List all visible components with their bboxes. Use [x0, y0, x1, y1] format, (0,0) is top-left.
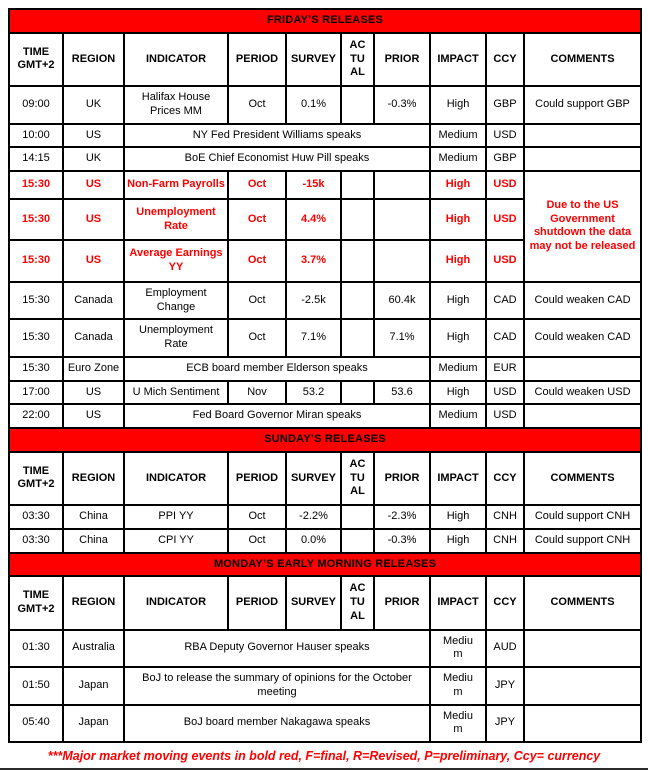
table-row — [9, 705, 641, 743]
cell-comments — [524, 124, 641, 148]
cell-comments — [524, 404, 641, 428]
cell-survey: 53.2 — [286, 381, 341, 405]
col-header-comments: COMMENTS — [524, 576, 641, 629]
col-header-comments: COMMENTS — [524, 452, 641, 505]
cell-region: Japan — [63, 705, 124, 743]
cell-time: 15:30 — [9, 282, 63, 320]
cell-ccy: USD — [486, 381, 524, 405]
cell-survey: 4.4% — [286, 199, 341, 241]
cell-impact: High — [430, 171, 486, 199]
col-header-survey: SURVEY — [286, 33, 341, 86]
cell-region: US — [63, 199, 124, 241]
cell-period: Oct — [228, 199, 286, 241]
cell-indicator: Non-Farm Payrolls — [124, 171, 228, 199]
cell-period: Oct — [228, 171, 286, 199]
cell-prior: -2.3% — [374, 505, 430, 529]
cell-period: Oct — [228, 319, 286, 357]
col-header-actual — [341, 452, 374, 505]
cell-period: Nov — [228, 381, 286, 405]
cell-prior: 7.1% — [374, 319, 430, 357]
cell-time: 15:30 — [9, 171, 63, 199]
col-header-period: PERIOD — [228, 452, 286, 505]
col-header-time: TIME GMT+2 — [9, 576, 63, 629]
cell-impact: Medium — [430, 404, 486, 428]
cell-ccy: USD — [486, 240, 524, 282]
cell-comments: Could support GBP — [524, 86, 641, 124]
table-row — [9, 86, 641, 124]
cell-survey: 3.7% — [286, 240, 341, 282]
cell-region: Canada — [63, 282, 124, 320]
section-title: SUNDAY’S RELEASES — [9, 428, 641, 452]
cell-time: 15:30 — [9, 319, 63, 357]
col-header-impact: IMPACT — [430, 576, 486, 629]
impact-label: Medium — [443, 634, 473, 661]
cell-impact: High — [430, 199, 486, 241]
col-header-ccy: CCY — [486, 452, 524, 505]
cell-region: US — [63, 171, 124, 199]
cell-region: US — [63, 381, 124, 405]
releases-table — [8, 8, 642, 743]
cell-impact: Medium — [430, 147, 486, 171]
cell-survey: -2.2% — [286, 505, 341, 529]
cell-prior — [374, 199, 430, 241]
cell-region: US — [63, 404, 124, 428]
col-header-region: REGION — [63, 33, 124, 86]
cell-survey: 0.1% — [286, 86, 341, 124]
col-header-actual-label: ACTUAL — [349, 582, 366, 622]
table-row — [9, 282, 641, 320]
cell-comments — [524, 705, 641, 743]
cell-prior: 53.6 — [374, 381, 430, 405]
cell-ccy: CAD — [486, 282, 524, 320]
impact-label: Medium — [443, 709, 473, 736]
cell-impact: High — [430, 381, 486, 405]
cell-actual — [341, 171, 374, 199]
cell-time: 09:00 — [9, 86, 63, 124]
cell-comments — [524, 357, 641, 381]
section-bar-row — [9, 9, 641, 33]
table-row — [9, 404, 641, 428]
section-title: FRIDAY’S RELEASES — [9, 9, 641, 33]
col-header-prior: PRIOR — [374, 452, 430, 505]
cell-ccy: USD — [486, 124, 524, 148]
section-bar-row — [9, 553, 641, 577]
cell-prior — [374, 171, 430, 199]
col-header-ccy: CCY — [486, 576, 524, 629]
cell-impact: High — [430, 319, 486, 357]
cell-ccy: USD — [486, 404, 524, 428]
cell-region: Canada — [63, 319, 124, 357]
col-header-actual-label: ACTUAL — [349, 38, 366, 79]
cell-event: BoJ to release the summary of opinions for the October meeting — [124, 667, 430, 705]
col-header-ccy: CCY — [486, 33, 524, 86]
col-header-region: REGION — [63, 576, 124, 629]
cell-indicator: Unemployment Rate — [124, 199, 228, 241]
cell-actual — [341, 282, 374, 320]
cell-survey: -15k — [286, 171, 341, 199]
cell-comments: Could support CNH — [524, 505, 641, 529]
cell-impact — [430, 667, 486, 705]
table-row — [9, 357, 641, 381]
cell-region: UK — [63, 86, 124, 124]
cell-event: ECB board member Elderson speaks — [124, 357, 430, 381]
cell-ccy: USD — [486, 171, 524, 199]
cell-comments — [524, 667, 641, 705]
cell-actual — [341, 381, 374, 405]
cell-ccy: AUD — [486, 630, 524, 668]
cell-prior: -0.3% — [374, 529, 430, 553]
cell-comments: Due to the US Government shutdown the data may not be released — [524, 171, 641, 282]
cell-impact: Medium — [430, 124, 486, 148]
footer-note: ***Major market moving events in bold red, F=final, R=Revised, P=preliminary, Ccy= currency — [47, 749, 601, 763]
cell-impact: High — [430, 505, 486, 529]
table-row — [9, 667, 641, 705]
cell-survey: 7.1% — [286, 319, 341, 357]
cell-comments: Could weaken CAD — [524, 319, 641, 357]
cell-ccy: EUR — [486, 357, 524, 381]
cell-period: Oct — [228, 86, 286, 124]
cell-actual — [341, 505, 374, 529]
cell-impact: High — [430, 240, 486, 282]
cell-indicator: Unemployment Rate — [124, 319, 228, 357]
cell-impact: Medium — [430, 357, 486, 381]
cell-event: Fed Board Governor Miran speaks — [124, 404, 430, 428]
col-header-time: TIME GMT+2 — [9, 33, 63, 86]
table-row — [9, 381, 641, 405]
table-row — [9, 505, 641, 529]
table-row — [9, 171, 641, 199]
cell-time: 05:40 — [9, 705, 63, 743]
col-header-indicator: INDICATOR — [124, 33, 228, 86]
cell-time: 14:15 — [9, 147, 63, 171]
cell-time: 22:00 — [9, 404, 63, 428]
cell-region: China — [63, 505, 124, 529]
cell-event: BoE Chief Economist Huw Pill speaks — [124, 147, 430, 171]
cell-region: Australia — [63, 630, 124, 668]
cell-region: China — [63, 529, 124, 553]
cell-time: 15:30 — [9, 199, 63, 241]
cell-indicator: U Mich Sentiment — [124, 381, 228, 405]
cell-impact — [430, 705, 486, 743]
cell-prior — [374, 240, 430, 282]
cell-indicator: Halifax House Prices MM — [124, 86, 228, 124]
cell-event: BoJ board member Nakagawa speaks — [124, 705, 430, 743]
col-header-impact: IMPACT — [430, 452, 486, 505]
col-header-time: TIME GMT+2 — [9, 452, 63, 505]
cell-impact — [430, 630, 486, 668]
cell-actual — [341, 319, 374, 357]
cell-ccy: USD — [486, 199, 524, 241]
cell-region: US — [63, 240, 124, 282]
cell-actual — [341, 529, 374, 553]
cell-ccy: CNH — [486, 529, 524, 553]
cell-time: 03:30 — [9, 529, 63, 553]
cell-indicator: PPI YY — [124, 505, 228, 529]
cell-ccy: JPY — [486, 667, 524, 705]
col-header-indicator: INDICATOR — [124, 452, 228, 505]
cell-ccy: JPY — [486, 705, 524, 743]
cell-comments — [524, 630, 641, 668]
col-header-period: PERIOD — [228, 33, 286, 86]
col-header-survey: SURVEY — [286, 452, 341, 505]
cell-indicator: Employment Change — [124, 282, 228, 320]
cell-prior: 60.4k — [374, 282, 430, 320]
table-row — [9, 124, 641, 148]
table-row — [9, 319, 641, 357]
cell-event: NY Fed President Williams speaks — [124, 124, 430, 148]
cell-actual — [341, 199, 374, 241]
cell-comments — [524, 147, 641, 171]
column-header-row — [9, 576, 641, 629]
cell-indicator: CPI YY — [124, 529, 228, 553]
col-header-survey: SURVEY — [286, 576, 341, 629]
cell-region: Japan — [63, 667, 124, 705]
cell-period: Oct — [228, 529, 286, 553]
cell-ccy: GBP — [486, 86, 524, 124]
cell-region: Euro Zone — [63, 357, 124, 381]
table-row — [9, 529, 641, 553]
cell-event: RBA Deputy Governor Hauser speaks — [124, 630, 430, 668]
cell-actual — [341, 240, 374, 282]
cell-actual — [341, 86, 374, 124]
cell-ccy: CNH — [486, 505, 524, 529]
cell-period: Oct — [228, 240, 286, 282]
cell-impact: High — [430, 282, 486, 320]
section-title: MONDAY’S EARLY MORNING RELEASES — [9, 553, 641, 577]
cell-comments: Could support CNH — [524, 529, 641, 553]
cell-impact: High — [430, 529, 486, 553]
cell-time: 01:30 — [9, 630, 63, 668]
cell-survey: -2.5k — [286, 282, 341, 320]
cell-time: 17:00 — [9, 381, 63, 405]
col-header-actual-label: ACTUAL — [349, 457, 366, 498]
cell-comments: Could weaken CAD — [524, 282, 641, 320]
col-header-impact: IMPACT — [430, 33, 486, 86]
cell-indicator: Average Earnings YY — [124, 240, 228, 282]
column-header-row — [9, 452, 641, 505]
impact-label: Medium — [443, 672, 473, 698]
col-header-prior: PRIOR — [374, 33, 430, 86]
section-bar-row — [9, 428, 641, 452]
cell-ccy: GBP — [486, 147, 524, 171]
table-row — [9, 630, 641, 668]
cell-time: 03:30 — [9, 505, 63, 529]
cell-period: Oct — [228, 505, 286, 529]
cell-impact: High — [430, 86, 486, 124]
cell-period: Oct — [228, 282, 286, 320]
cell-survey: 0.0% — [286, 529, 341, 553]
cell-prior: -0.3% — [374, 86, 430, 124]
cell-time: 01:50 — [9, 667, 63, 705]
column-header-row — [9, 33, 641, 86]
cell-time: 15:30 — [9, 357, 63, 381]
col-header-actual — [341, 33, 374, 86]
col-header-period: PERIOD — [228, 576, 286, 629]
cell-time: 15:30 — [9, 240, 63, 282]
table-row — [9, 147, 641, 171]
cell-ccy: CAD — [486, 319, 524, 357]
col-header-region: REGION — [63, 452, 124, 505]
cell-region: US — [63, 124, 124, 148]
cell-time: 10:00 — [9, 124, 63, 148]
col-header-prior: PRIOR — [374, 576, 430, 629]
col-header-indicator: INDICATOR — [124, 576, 228, 629]
cell-comments: Could weaken USD — [524, 381, 641, 405]
col-header-actual — [341, 576, 374, 629]
col-header-comments: COMMENTS — [524, 33, 641, 86]
cell-region: UK — [63, 147, 124, 171]
